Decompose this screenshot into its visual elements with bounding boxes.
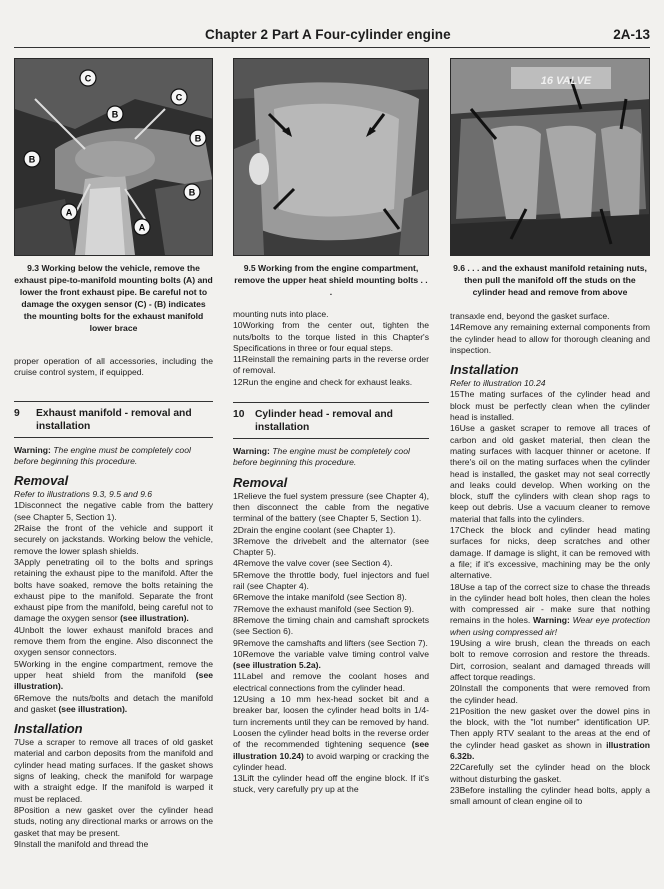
- step-text: Remove the valve cover (see Section 4).: [237, 558, 393, 569]
- step-2: 2Drain the engine coolant (see Chapter 1).: [233, 524, 396, 535]
- column-2: [233, 58, 429, 796]
- step-9: 9Remove the camshafts and lifters (see Section 7).: [233, 637, 428, 648]
- section-10-heading: [233, 408, 429, 434]
- section-rule: [233, 402, 429, 403]
- cont-text: [14, 356, 213, 379]
- step-8: 8Remove the timing chain and camshaft sprockets (see Section 6).: [233, 614, 429, 637]
- section-10-cont: [450, 311, 650, 356]
- section-title: Exhaust manifold - removal and installation: [36, 407, 192, 432]
- warning-note: [233, 446, 429, 469]
- step-text: Using a wire brush, clean the threads on each bolt to remove corrosion and restore the threads. Dirt, corrosion, sealant and damaged threads will affect torque readings.: [450, 638, 650, 682]
- warning-text: The engine must be completely cool before beginning this procedure.: [233, 446, 410, 468]
- illustration-link: (see illustration 5.2a).: [233, 660, 321, 671]
- section-rule: [14, 437, 213, 438]
- step-7: 7Remove the exhaust manifold (see Section 9).: [233, 603, 415, 614]
- step-text: Run the engine and check for exhaust leaks.: [242, 376, 413, 387]
- step-text: Before installing the cylinder head bolts, apply a small amount of clean engine oil to: [450, 784, 650, 807]
- step-text: Remove any remaining external components from the cylinder head to allow for thorough cleaning and inspection.: [450, 322, 650, 355]
- step-4: 4Remove the valve cover (see Section 4).: [233, 558, 393, 569]
- step-text: Install the components that were removed from the cylinder head.: [450, 683, 650, 705]
- photo-9-3: [14, 58, 213, 256]
- step-16: 16Use a gasket scraper to remove all traces of carbon and old gasket material, then clean the mating surfaces with lacquer thinner or acetone. If there's oil on the mating surfaces when the cylinder head is installed, the gasket may not seal correctly and leaks could develop. When working on the block, stuff the cylinders with clean shop rags to keep out debris. Use a vacuum cleaner to remove material that falls into the cylinders.: [450, 423, 650, 524]
- step-text: Remove the throttle body, fuel injectors and fuel rail (see Chapter 4).: [233, 569, 429, 592]
- warning-label: Warning:: [14, 444, 51, 455]
- step-text: Working in the engine compartment, remove the upper heat shield from the manifold: [14, 658, 213, 680]
- step-5: 5Remove the throttle body, fuel injectors and fuel rail (see Chapter 4).: [233, 569, 429, 592]
- step-text: Remove the drivebelt and the alternator (see Chapter 5).: [233, 535, 429, 558]
- step-text: Using a 10 mm hex-head socket bit and a breaker bar, loosen the cylinder head bolts in 1/4-turn increments until they can be removed by hand. Loosen the cylinder head bolts in the reverse order of the recommended tightening sequence: [233, 694, 429, 750]
- photo-badge-text: 16 VALVE: [540, 75, 592, 87]
- removal-steps: [14, 500, 213, 715]
- step-10: 10Remove the variable valve timing control valve (see illustration 5.2a).: [233, 648, 429, 671]
- step-text: Remove the camshafts and lifters (see Section 7).: [237, 637, 428, 648]
- section-rule: [233, 438, 429, 439]
- step-7: 7Use a scraper to remove all traces of old gasket material and carbon deposits from the manifold and cylinder head mating surfaces. If the gasket shows signs of leaking, check the manifold for warpage with a straight edge. If the manifold is warped it must be replaced.: [14, 737, 213, 804]
- warning-note: [14, 445, 213, 468]
- warning-text: The engine must be completely cool before beginning this procedure.: [14, 444, 191, 466]
- chapter-title: Chapter 2 Part A Four-cylinder engine: [205, 27, 451, 42]
- step-text: Install the manifold and thread the: [18, 838, 149, 849]
- step-13: 13Lift the cylinder head off the engine block. If it's stuck, very carefully pry up at the: [233, 773, 429, 795]
- step-10: 10Working from the center out, tighten the nuts/bolts to the torque listed in this Chapter's Specifications in three or four equal steps.: [233, 320, 429, 353]
- step-text: Label and remove the coolant hoses and electrical connections from the cylinder head.: [233, 671, 429, 693]
- step-text: The mating surfaces of the cylinder head and block must be perfectly clean when the cylinder head is installed.: [450, 389, 650, 423]
- section-number: 10: [233, 409, 245, 421]
- step-8: 8Position a new gasket over the cylinder head studs, noting any directional marks or arrows on the gasket that may be present.: [14, 804, 213, 838]
- warning-label: Warning:: [233, 446, 270, 457]
- step-text: Remove the nuts/bolts and detach the manifold and gasket: [14, 692, 213, 714]
- callout-a-1-label: A: [65, 207, 73, 218]
- step-text: Carefully set the cylinder head on the block without disturbing the gasket.: [450, 762, 650, 784]
- callout-b-4-label: B: [188, 187, 196, 198]
- step-text: Remove the variable valve timing control valve: [242, 648, 429, 659]
- step-text: Lift the cylinder head off the engine block. If it's stuck, very carefully pry up at the: [233, 773, 429, 795]
- step-3: 3Apply penetrating oil to the bolts and springs retaining the exhaust pipe to the manifold. After the bolts have soaked, remove the bolts retaining the exhaust pipe to the manifold. Separate the front exhaust pipe from the manifold, being careful not to damage the oxygen sensor (see illustration).: [14, 556, 213, 624]
- step-18: 18Use a tap of the correct size to chase the threads in the cylinder head bolt holes, then clean the holes with compressed air - make sure that nothing remains in the holes. Warning: Wear eye protection when using compressed air!: [450, 581, 650, 637]
- step-11: 11Label and remove the coolant hoses and electrical connections from the cylinder head.: [233, 671, 429, 693]
- photo-9-6: [450, 58, 650, 256]
- photo-9-6-image: [451, 59, 650, 255]
- step-6: 6Remove the intake manifold (see Section 8).: [233, 592, 407, 603]
- illustration-link: illustration 6.32b.: [450, 739, 650, 761]
- step-text: Working from the center out, tighten the nuts/bolts to the torque listed in this Chapter's Specifications in three or four equal steps.: [233, 320, 429, 353]
- installation-steps: [450, 389, 650, 807]
- column-3: [450, 58, 650, 807]
- removal-heading: Removal: [14, 473, 69, 489]
- step-22: 22Carefully set the cylinder head on the block without disturbing the gasket.: [450, 762, 650, 784]
- illustration-link: (see illustration).: [14, 669, 213, 692]
- caption-9-6: 9.6 . . . and the exhaust manifold retaining nuts, then pull the manifold off the studs on the cylinder head and remove from above: [453, 263, 647, 297]
- step-text: Position a new gasket over the cylinder head studs, noting any directional marks or arrows on the gasket that may be present.: [14, 804, 213, 838]
- paragraph: proper operation of all accessories, including the cruise control system, if equipped.: [14, 356, 213, 378]
- step-21: 21Position the new gasket over the dowel pins in the block, with the "lot number" identification UP. Then apply RTV sealant to the areas at the end of the cylinder head gasket as shown in illustration 6.32b.: [450, 705, 650, 761]
- step-9: 9Install the manifold and thread the: [14, 838, 149, 849]
- step-11: 11Reinstall the remaining parts in the reverse order of removal.: [233, 354, 429, 376]
- step-12: 12Run the engine and check for exhaust leaks.: [233, 376, 413, 387]
- callout-b-3-label: B: [194, 133, 202, 144]
- step-text: Raise the front of the vehicle and support it securely on jackstands. Working below the vehicle, remove the lower splash shields.: [14, 523, 213, 556]
- illustration-link: (see illustration).: [120, 613, 189, 624]
- step-text: Unbolt the lower exhaust manifold braces and remove them from the engine. Also disconnect the oxygen sensor connectors.: [14, 624, 213, 658]
- step-text: Use a scraper to remove all traces of old gasket material and carbon deposits from the manifold and cylinder head mating surfaces. If the gasket shows signs of leaking, check the manifold for warpage with a straight edge. If the manifold is warped it must be replaced.: [14, 737, 213, 804]
- step-text: Drain the engine coolant (see Chapter 1).: [237, 524, 396, 535]
- step-text: Check the block and cylinder head mating surfaces for nicks, deep scratches and other damage. If damage is slight, it can be removed with a file; if it's excessive, machining may be the only alternative.: [450, 525, 650, 581]
- illustration-link: (see illustration 10.24): [233, 739, 429, 761]
- step-17: 17Check the block and cylinder head mating surfaces for nicks, deep scratches and other damage. If damage is slight, it can be removed with a file; if it's excessive, machining may be the only alternative.: [450, 525, 650, 581]
- step-1: 1Relieve the fuel system pressure (see Chapter 4), then disconnect the cable from the negative terminal of the battery (see Chapter 5, Section 1).: [233, 490, 429, 524]
- step-2: 2Raise the front of the vehicle and support it securely on jackstands. Working below the vehicle, remove the lower splash shields.: [14, 523, 213, 556]
- photo-9-5: [233, 58, 429, 256]
- section-9-cont: [233, 309, 429, 388]
- step-4: 4Unbolt the lower exhaust manifold braces and remove them from the engine. Also disconnect the oxygen sensor connectors.: [14, 624, 213, 658]
- step-text: Disconnect the negative cable from the battery (see Chapter 5, Section 1).: [14, 500, 213, 522]
- removal-steps: [233, 491, 429, 796]
- installation-heading: Installation: [14, 721, 83, 737]
- illustration-ref: Refer to illustration 10.24: [450, 378, 546, 389]
- page-header: [0, 0, 664, 48]
- step-text: Use a gasket scraper to remove all traces of carbon and old gasket material, then clean the mating surfaces with lacquer thinner or acetone. If there's oil on the mating surfaces when the cylinder head is installed, the gasket may not seal correctly and leaks could develop. When working on the block, stuff the cylinders with clean shop rags to keep out debris. Use a vacuum cleaner to remove material that falls into the cylinders.: [450, 423, 650, 524]
- step-text: Position the new gasket over the dowel pins in the block, with the "lot number" identification UP. Then apply RTV sealant to the areas at the end of the cylinder head gasket as shown in: [450, 705, 650, 750]
- step-3: 3Remove the drivebelt and the alternator (see Chapter 5).: [233, 535, 429, 558]
- photo-9-5-image: [234, 59, 429, 255]
- step-text: Remove the exhaust manifold (see Section 9).: [237, 603, 415, 614]
- illustration-link: (see illustration).: [58, 703, 128, 714]
- callout-c-1-label: C: [84, 73, 92, 84]
- callout-b-2-label: B: [28, 154, 36, 165]
- caption-9-3: 9.3 Working below the vehicle, remove the exhaust pipe-to-manifold mounting bolts (A) and lower the front exhaust pipe. Be careful not to damage the oxygen sensor (C) - (B) indicates the mounting bolts for the exhaust manifold lower brace: [14, 263, 213, 333]
- step-text: Relieve the fuel system pressure (see Chapter 4), then disconnect the cable from the negative terminal of the battery (see Chapter 5, Section 1).: [233, 490, 429, 524]
- callout-b-1-label: B: [111, 109, 119, 120]
- step-text: Reinstall the remaining parts in the reverse order of removal.: [233, 354, 429, 376]
- header-rule: [14, 47, 650, 48]
- step-text: to avoid warping or cracking the cylinder head.: [233, 750, 429, 772]
- installation-steps: [14, 737, 213, 850]
- step-text: Apply penetrating oil to the bolts and springs retaining the exhaust pipe to the manifold. After the bolts have soaked, remove the bolts retaining the exhaust pipe to the manifold. Separate the front exhaust pipe from the manifold, being careful not to damage the oxygen sensor: [14, 556, 213, 624]
- step-19: 19Using a wire brush, clean the threads on each bolt to remove corrosion and restore the threads. Dirt, corrosion, sealant and damaged threads will affect torque readings.: [450, 638, 650, 682]
- warning-text: Wear eye protection when using compressed air!: [450, 615, 650, 637]
- step-14: 14Remove any remaining external components from the cylinder head to allow for thorough cleaning and inspection.: [450, 322, 650, 355]
- section-number: 9: [14, 407, 20, 419]
- photo-9-3-image: [15, 59, 213, 255]
- caption-9-5: 9.5 Working from the engine compartment, remove the upper heat shield mounting bolts . . .: [234, 263, 428, 297]
- paragraph: transaxle end, beyond the gasket surface.: [450, 311, 610, 321]
- step-text: Remove the timing chain and camshaft sprockets (see Section 6).: [233, 614, 429, 637]
- step-5: 5Working in the engine compartment, remove the upper heat shield from the manifold (see illustration).: [14, 658, 213, 692]
- callout-a-2-label: A: [138, 222, 146, 233]
- page-number: 2A-13: [613, 27, 650, 42]
- step-12: 12Using a 10 mm hex-head socket bit and a breaker bar, loosen the cylinder head bolts in 1/4-turn increments until they can be removed by hand. Loosen the cylinder head bolts in the reverse order of the recommended tightening sequence (see illustration 10.24) to avoid warping or cracking the cylinder head.: [233, 694, 429, 772]
- paragraph: mounting nuts into place.: [233, 309, 329, 319]
- step-1: 1Disconnect the negative cable from the battery (see Chapter 5, Section 1).: [14, 500, 213, 522]
- step-15: 15The mating surfaces of the cylinder head and block must be perfectly clean when the cylinder head is installed.: [450, 389, 650, 423]
- step-23: 23Before installing the cylinder head bolts, apply a small amount of clean engine oil to: [450, 784, 650, 807]
- step-6: 6Remove the nuts/bolts and detach the manifold and gasket (see illustration).: [14, 692, 213, 714]
- section-9-heading: [14, 407, 213, 433]
- installation-heading: Installation: [450, 362, 519, 378]
- step-text: Remove the intake manifold (see Section 8).: [237, 592, 407, 603]
- illustration-ref: Refer to illustrations 9.3, 9.5 and 9.6: [14, 489, 153, 500]
- section-rule: [14, 401, 213, 402]
- callout-c-2-label: C: [175, 92, 183, 103]
- warning-label: Warning:: [532, 615, 570, 626]
- removal-heading: Removal: [233, 474, 288, 490]
- step-text: Use a tap of the correct size to chase the threads in the cylinder head bolt holes, then clean the holes with compressed air - make sure that nothing remains in the holes.: [450, 581, 650, 626]
- column-1: [14, 58, 213, 850]
- step-20: 20Install the components that were removed from the cylinder head.: [450, 683, 650, 705]
- section-title: Cylinder head - removal and installation: [255, 409, 393, 434]
